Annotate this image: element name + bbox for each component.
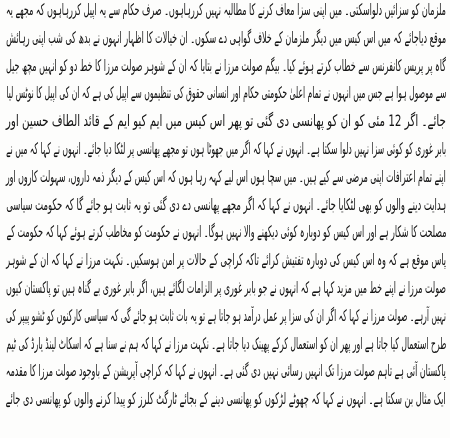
text-line-content: مصلحت کا شکار ہے اور اس کیس کو دوبارہ کوئی دیکھنے والا نہیں ہوگا۔ انہوں نے حکومت کو مخاطب کرتے ہوئے کہا کہ حکومت کے [6, 222, 446, 242]
text-line [4, 0, 446, 24]
article-column [4, 0, 446, 413]
text-line-content: پاس موقع ہے کہ وہ اس کیس کی دوبارہ تفتیش کرائے تاکہ کراچی کے حالات پر امن ہوسکیں۔ نکہت مرزا نے کہا کہ ان کے شوہر [6, 250, 446, 270]
text-line [4, 385, 446, 413]
text-line [4, 274, 446, 302]
text-line [4, 163, 446, 191]
text-line [4, 218, 446, 246]
text-line-content: جائے۔ اگر 12 مئی کو ان کو پھانسی دی گئی تو پھر اس کیس میں ایم کیو ایم کے قائد الطاف حسین اور [5, 111, 446, 131]
text-line [4, 24, 446, 52]
text-line [4, 330, 446, 358]
text-line-content: موقع دیاجائے کہ میں اس کیس میں دیگر ملزمان کے خلاف گواہی دے سکوں۔ ان خیالات کا اظہار انہوں نے بدھ کی شب اپنی رہائش [5, 27, 446, 47]
text-line-content: سے موصول ہوا ہے جس میں انہوں نے تمام اعلیٰ حکومتی حکام اور انسانی حقوق کی تنظیموں سے اپیل کی ہے کہ ان کی اپیل کا نوٹس لیا [6, 83, 446, 103]
text-line-content: ملزمان کو سزائیں دلواسکتی۔ میں اپنی سزا معاف کرنے کا مطالبہ نہیں کررہاہوں۔ صرف حکام سے یہ اپیل کررہاہوں کہ مجھے یہ [6, 0, 446, 19]
text-line-content: طرح استعمال کیا جاتا ہے اور پھر ان کو استعمال کرکے پھینک دیا جاتا ہے۔ نکہت مرزا نے کہا کہ ہم نے سنا ہے کہ اسکاٹ لینڈ یارڈ کی ٹیم [6, 333, 446, 353]
text-line [4, 357, 446, 385]
text-line-content: بابر غوری کو کوئی سزا نہیں دلوا سکتا ہے۔ انہوں نے کہا کہ اگر میں جھوٹا ہوں تو مجھے پھانسی پر لٹکا دیا جائے۔ انہوں نے کہا کہ میں نے [5, 138, 446, 158]
text-line-content: گاہ پر پریس کانفرنس سے خطاب کرتے ہوئے کیا۔ بیگم صولت مرزا نے بتایا کہ ان کے شوہر صولت مرزا کا خط دو کو انہیں مچھ جیل [6, 55, 446, 75]
text-line-content: ہدایت دینے والوں کو بھی لٹکایا جائے۔ انہوں نے کہا کہ اگر مجھے پھانسی دے دی گئی تو یہ ثابت ہو جائے گا کہ حکومت سیاسی [5, 194, 446, 214]
text-line-content: پاکستان آئی ہے تاہم صولت مرزا تک انہیں رسائی نہیں دی گئی ہے۔ انہوں نے کہا کہ کراچی آپریشن کے باوجود صولت مرزا کا مقدمہ [6, 361, 446, 381]
text-line-content: صولت مرزا نے اپنے خط میں مزید کہا ہے کہ انہوں نے جو بابر غوری پر الزامات لگائے ہیں، اگر بابر غوری بے گناہ ہیں تو پاکستان کیوں [5, 277, 446, 297]
text-line [4, 52, 446, 80]
text-line [4, 107, 446, 135]
text-line-content: اپنے تمام اعترافات اپنی مرضی سے کیے ہیں۔ میں سچا ہوں اس لیے کہہ رہا ہوں کہ اس کیس کے دیگر ذمہ داروں، سہولت کاروں اور [6, 166, 446, 186]
text-line-content: ایک مثال بن سکتا ہے۔ انہوں نے کہا کہ چھوٹے لڑکوں کو پھانسی دینے کے بجائے ٹارگٹ کلرز کو پیدا کرنے والوں کو پھانسی دی جائے [6, 389, 446, 409]
text-line [4, 246, 446, 274]
text-line [4, 191, 446, 219]
text-line [4, 135, 446, 163]
text-line [4, 79, 446, 107]
text-line [4, 302, 446, 330]
text-line-content: نہیں آرہے۔ صولت مرزا نے کہا کہ اگر ان کی سزا پر عمل درآمد ہو جاتا ہے تو یہ بات ثابت ہو جائے گی کہ سیاسی کارکنوں کو ٹشو پیپر کی [6, 305, 446, 325]
